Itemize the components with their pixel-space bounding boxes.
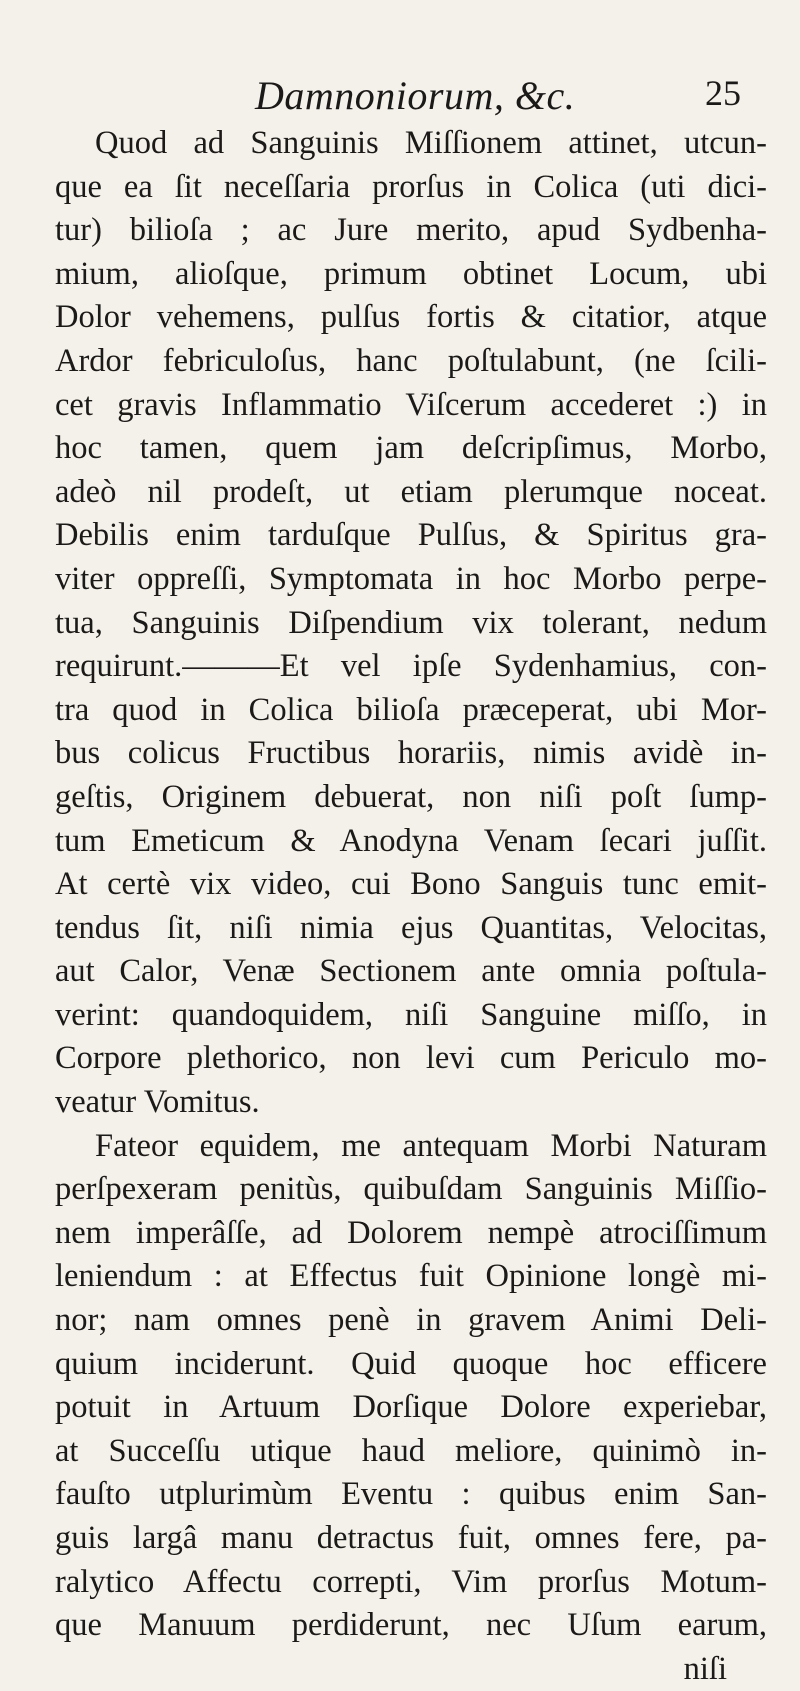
text-line: requirunt.———Et vel ipſe Sydenhamius, con- (55, 648, 767, 685)
text-line: tur) bilioſa ; ac Jure merito, apud Sydbenha- (55, 212, 767, 249)
text-line: guis largâ manu detractus fuit, omnes fere, pa- (55, 1520, 767, 1556)
text-line: que ea ſit neceſſaria prorſus in Colica (uti dici- (55, 168, 767, 205)
text-line: Debilis enim tarduſque Pulſus, & Spiritus gra- (55, 517, 767, 554)
text-line: Quod ad Sanguinis Miſſionem attinet, utcun- (95, 125, 767, 161)
text-line: veatur Vomitus. (55, 1084, 260, 1121)
text-line: cet gravis Inflammatio Viſcerum accederet :) in (55, 386, 767, 423)
running-title: Damnoniorum, &c. (255, 73, 576, 118)
page-number: 25 (705, 73, 741, 113)
text-line: At certè vix video, cui Bono Sanguis tunc emit- (55, 866, 767, 903)
text-line: bus colicus Fructibus horariis, nimis avidè in- (55, 735, 767, 772)
text-line: que Manuum perdiderunt, nec Uſum earum, (55, 1607, 767, 1644)
text-line: tra quod in Colica bilioſa præceperat, ubi Mor- (55, 691, 767, 728)
text-line: hoc tamen, quem jam deſcripſimus, Morbo, (55, 430, 767, 467)
text-line: quium inciderunt. Quid quoque hoc efficere (55, 1345, 767, 1382)
text-line: potuit in Artuum Dorſique Dolore experiebar, (55, 1389, 767, 1426)
text-line: geſtis, Originem debuerat, non niſi poſt ſump- (55, 778, 767, 815)
page-header (0, 72, 800, 122)
text-line: leniendum : at Effectus fuit Opinione longè mi- (55, 1258, 767, 1295)
text-line: tua, Sanguinis Diſpendium vix tolerant, nedum (55, 604, 767, 641)
text-line: perſpexeram penitùs, quibuſdam Sanguinis Miſſio- (55, 1171, 767, 1208)
text-line: Fateor equidem, me antequam Morbi Naturam (95, 1127, 767, 1164)
text-line: Dolor vehemens, pulſus fortis & citatior, atque (55, 299, 767, 336)
text-line: mium, alioſque, primum obtinet Locum, ubi (55, 255, 767, 292)
text-line: fauſto utplurimùm Eventu : quibus enim San- (55, 1476, 767, 1513)
text-line: viter oppreſſi, Symptomata in hoc Morbo perpe- (55, 560, 767, 597)
text-line: tum Emeticum & Anodyna Venam ſecari juſſit. (55, 822, 767, 859)
text-line: nor; nam omnes penè in gravem Animi Deli- (55, 1302, 767, 1339)
text-line: aut Calor, Venæ Sectionem ante omnia poſtula- (55, 953, 767, 990)
text-line: at Succeſſu utique haud meliore, quinimò in- (55, 1432, 767, 1469)
text-line: adeò nil prodeſt, ut etiam plerumque noceat. (55, 473, 767, 510)
text-line: Ardor febriculoſus, hanc poſtulabunt, (ne ſcili- (55, 342, 767, 379)
text-line: ralytico Affectu correpti, Vim prorſus Motum- (55, 1563, 767, 1600)
text-line: tendus ſit, niſi nimia ejus Quantitas, Velocitas, (55, 909, 767, 946)
text-line: Corpore plethorico, non levi cum Periculo mo- (55, 1040, 767, 1077)
text-line: nem imperâſſe, ad Dolorem nempè atrociſſimum (55, 1214, 767, 1251)
catchword: niſi (683, 1650, 727, 1687)
text-line: verint: quandoquidem, niſi Sanguine miſſo, in (55, 996, 767, 1033)
body-text (55, 122, 767, 1691)
